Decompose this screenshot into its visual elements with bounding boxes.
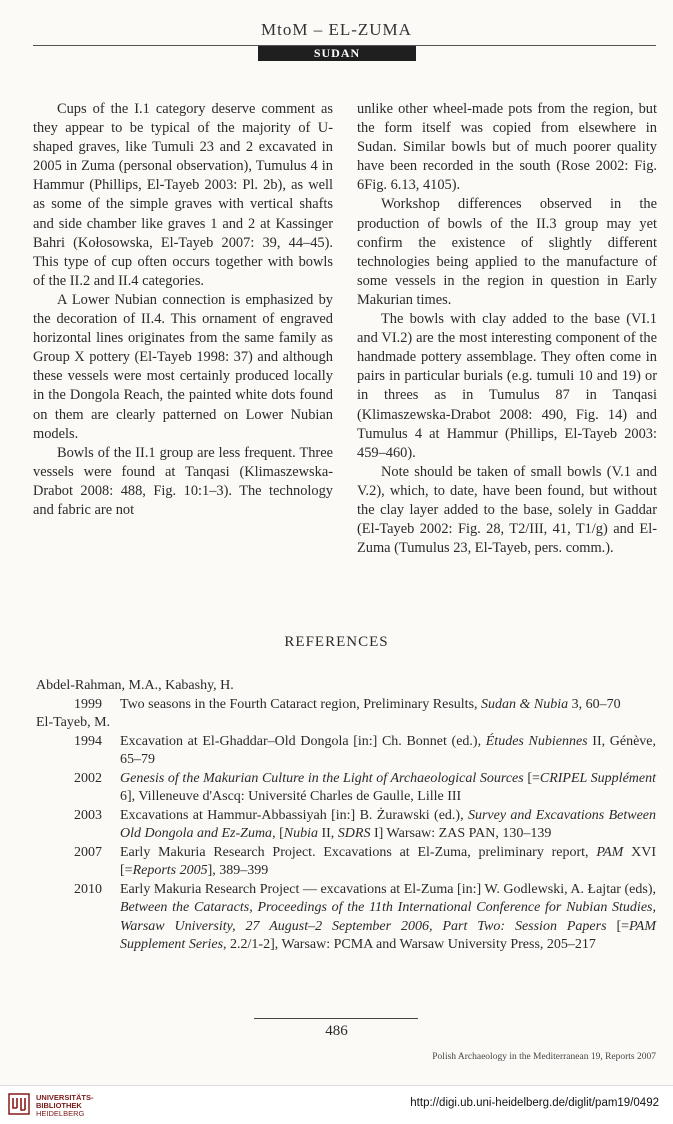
paragraph: A Lower Nubian connection is emphasized by the decoration of II.4. This ornament of engraved horizontal lines originates from the same family as Group X pottery (El-Tayeb 1998: 37) and although these vessels were most certainly produced locally in the Dongola Reach, the painted white dots found on them are clearly patterned on Lower Nubian models. — [33, 291, 333, 442]
library-logo-text: UNIVERSITÄTS- BIBLIOTHEK HEIDELBERG — [36, 1093, 94, 1118]
reference-text: Two seasons in the Fourth Cataract region, Preliminary Results, Sudan & Nubia 3, 60–70 — [120, 696, 621, 712]
page-number: 486 — [325, 1023, 348, 1039]
paragraph: Note should be taken of small bowls (V.1 and V.2), which, to date, have been found, but without the clay layer added to the base, solely in Gaddar (El-Tayeb 2002: Fig. 28, T2/III, 41, T1/g) and El-Zuma (Tumulus 23, El-Tayeb, pers. comm.). — [357, 463, 657, 557]
reference-text: Genesis of the Makurian Culture in the Light of Archaeological Sources [=CRIPEL Supplément 6], Villeneuve d'Ascq: Université Charles de Gaulle, Lille III — [120, 770, 656, 804]
left-column — [33, 100, 333, 520]
reference-year: 2002 — [74, 770, 102, 786]
journal-footer: Polish Archaeology in the Mediterranean 19, Reports 2007 — [432, 1052, 656, 1062]
right-column — [357, 100, 657, 558]
references-list — [36, 677, 656, 955]
paragraph: The bowls with clay added to the base (VI.1 and VI.2) are the most interesting component of the handmade pottery assemblage. They often come in pairs in particular burials (e.g. tumuli 10 and 19) or in threes as in Tumulus 87 in Tanqasi (Klimaszewska-Drabot 2008: 490, Fig. 14) and Tumulus 4 at Hammur (Phillips, El-Tayeb 2003: 459–460). — [357, 311, 657, 461]
footer-rule — [254, 1018, 418, 1019]
reference-year: 1994 — [74, 733, 102, 749]
running-title: MtoM – EL-ZUMA — [261, 20, 412, 39]
paragraph: Bowls of the II.1 group are less frequent. Three vessels were found at Tanqasi (Klimaszewska-Drabot 2008: 488, Fig. 10:1–3). The technology and fabric are not — [33, 444, 333, 518]
reference-year: 2010 — [74, 881, 102, 897]
reference-entry — [36, 770, 656, 807]
paragraph: Workshop differences observed in the production of bowls of the II.3 group may yet confirm the existence of slightly different technologies being applied to the manufacture of some vessels in the region in question in Early Makurian times. — [357, 196, 657, 308]
reference-entry — [36, 807, 656, 844]
reference-year: 2007 — [74, 844, 102, 860]
section-band: SUDAN — [258, 46, 416, 61]
reference-text: Early Makuria Research Project. Excavations at El-Zuma, preliminary report, PAM XVI [=Reports 2005], 389–399 — [120, 844, 656, 878]
reference-text: Excavations at Hammur-Abbassiyah [in:] B. Żurawski (ed.), Survey and Excavations Between Old Dongola and Ez-Zuma, [Nubia II, SDRS I] Warsaw: ZAS PAN, 130–139 — [120, 807, 656, 841]
library-logo-icon — [8, 1093, 30, 1115]
references-heading: REFERENCES — [284, 634, 389, 650]
paragraph: Cups of the I.1 category deserve comment as they appear to be typical of the majority of U-shaped graves, like Tumuli 23 and 2 excavated in 2005 in Zuma (personal observation), Tumulus 4 in Hammur (Phillips, El-Tayeb 2003: Pl. 2b), as well as some of the simple graves with vertical shafts and side chamber like graves 1 and 2 at Kassinger Bahri (Kołosowska, El-Tayeb 2007: 39, 44–45). This type of cup often occurs together with bowls of the II.2 and II.4 categories. — [33, 101, 333, 289]
paragraph: unlike other wheel-made pots from the region, but the form itself was copied from elsewhere in Sudan. Similar bowls but of much poorer quality have been recorded in the south (Rose 2002: Fig. 6Fig. 6.13, 4105). — [357, 101, 657, 194]
source-url-link[interactable]: http://digi.ub.uni-heidelberg.de/diglit/pam19/0492 — [410, 1097, 659, 1109]
reference-year: 2003 — [74, 807, 102, 823]
reference-author: Abdel-Rahman, M.A., Kabashy, H. — [36, 678, 234, 693]
reference-entry — [36, 733, 656, 770]
reference-entry — [36, 696, 656, 715]
reference-author: El-Tayeb, M. — [36, 715, 111, 730]
reference-entry — [36, 881, 656, 955]
reference-entry — [36, 844, 656, 881]
reference-year: 1999 — [74, 696, 102, 712]
reference-text: Excavation at El-Ghaddar–Old Dongola [in:] Ch. Bonnet (ed.), Études Nubiennes II, Génève, 65–79 — [120, 733, 657, 767]
reference-text: Early Makuria Research Project — excavations at El-Zuma [in:] W. Godlewski, A. Łajtar (eds), Between the Cataracts, Proceedings of the 11th International Conference for Nubian Studies, Warsaw University, 27 August–2 September 2006, Part Two: Session Papers [=PAM Supplement Series, 2.2/1-2], Warsaw: PCMA and Warsaw University Press, 205–217 — [120, 881, 657, 952]
